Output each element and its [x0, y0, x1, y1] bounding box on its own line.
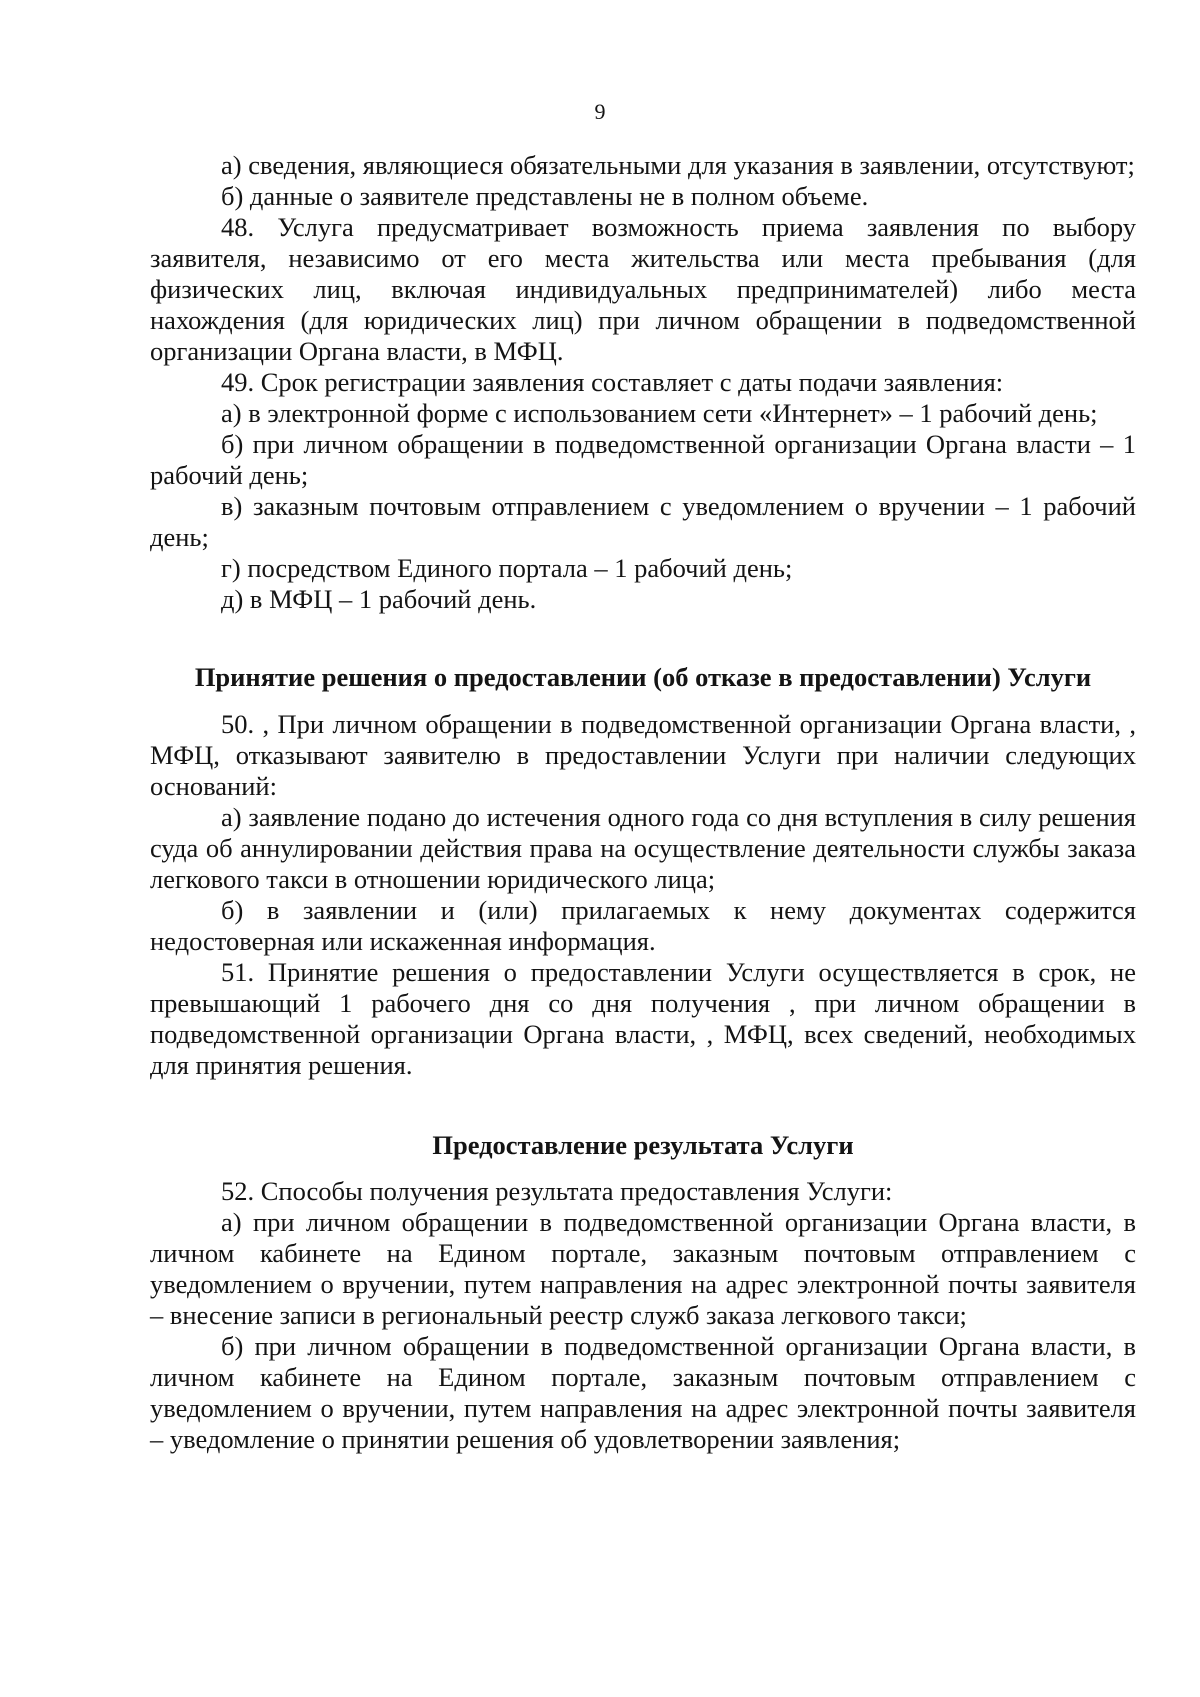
- paragraph-52: 52. Способы получения результата предоставления Услуги:: [221, 1176, 893, 1206]
- document-body: [150, 150, 1136, 1455]
- paragraph-50: 50. , При личном обращении в подведомственной организации Органа власти, , МФЦ, отказывают заявителю в предоставлении Услуги при наличии следующих оснований:: [150, 709, 1136, 801]
- paragraph-49-a: а) в электронной форме с использованием сети «Интернет» – 1 рабочий день;: [221, 398, 1098, 428]
- paragraph-51: 51. Принятие решения о предоставлении Услуги осуществляется в срок, не превышающий 1 рабочего дня со дня получения , при личном обращении в подведомственной организации Органа власти, , МФЦ, всех сведений, необходимых для принятия решения.: [150, 957, 1136, 1080]
- page-number: 9: [594, 99, 606, 124]
- paragraph-50-b: б) в заявлении и (или) прилагаемых к нему документах содержится недостоверная или искаженная информация.: [150, 895, 1136, 956]
- paragraph-48: 48. Услуга предусматривает возможность приема заявления по выбору заявителя, независимо от его места жительства или места пребывания (для физических лиц, включая индивидуальных предпринимателей) либо места нахождения (для юридических лиц) при личном обращении в подведомственной организации Органа власти, в МФЦ.: [150, 212, 1136, 366]
- section-heading-result: Предоставление результата Услуги: [432, 1130, 854, 1160]
- paragraph-49-d: г) посредством Единого портала – 1 рабочий день;: [221, 553, 793, 583]
- paragraph-50-a: а) заявление подано до истечения одного года со дня вступления в силу решения суда об аннулировании действия права на осуществление деятельности службы заказа легкового такси в отношении юридического лица;: [150, 802, 1136, 894]
- paragraph-49-b: б) при личном обращении в подведомственной организации Органа власти – 1 рабочий день;: [150, 429, 1136, 490]
- paragraph-49-e: д) в МФЦ – 1 рабочий день.: [221, 584, 537, 614]
- section-heading-decision: Принятие решения о предоставлении (об отказе в предоставлении) Услуги: [194, 662, 1092, 692]
- paragraph-52-a: а) при личном обращении в подведомственной организации Органа власти, в личном кабинете на Едином портале, заказным почтовым отправлением с уведомлением о вручении, путем направления на адрес электронной почты заявителя – внесение записи в региональный реестр служб заказа легкового такси;: [150, 1207, 1136, 1330]
- paragraph-item-a-missing-info: а) сведения, являющиеся обязательными для указания в заявлении, отсутствуют;: [221, 150, 1135, 180]
- paragraph-49: 49. Срок регистрации заявления составляет с даты подачи заявления:: [221, 367, 1004, 397]
- paragraph-52-b: б) при личном обращении в подведомственной организации Органа власти, в личном кабинете на Едином портале, заказным почтовым отправлением с уведомлением о вручении, путем направления на адрес электронной почты заявителя – уведомление о принятии решения об удовлетворении заявления;: [150, 1331, 1136, 1454]
- paragraph-item-b-incomplete-data: б) данные о заявителе представлены не в полном объеме.: [221, 181, 869, 211]
- paragraph-49-c: в) заказным почтовым отправлением с уведомлением о вручении – 1 рабочий день;: [150, 491, 1136, 552]
